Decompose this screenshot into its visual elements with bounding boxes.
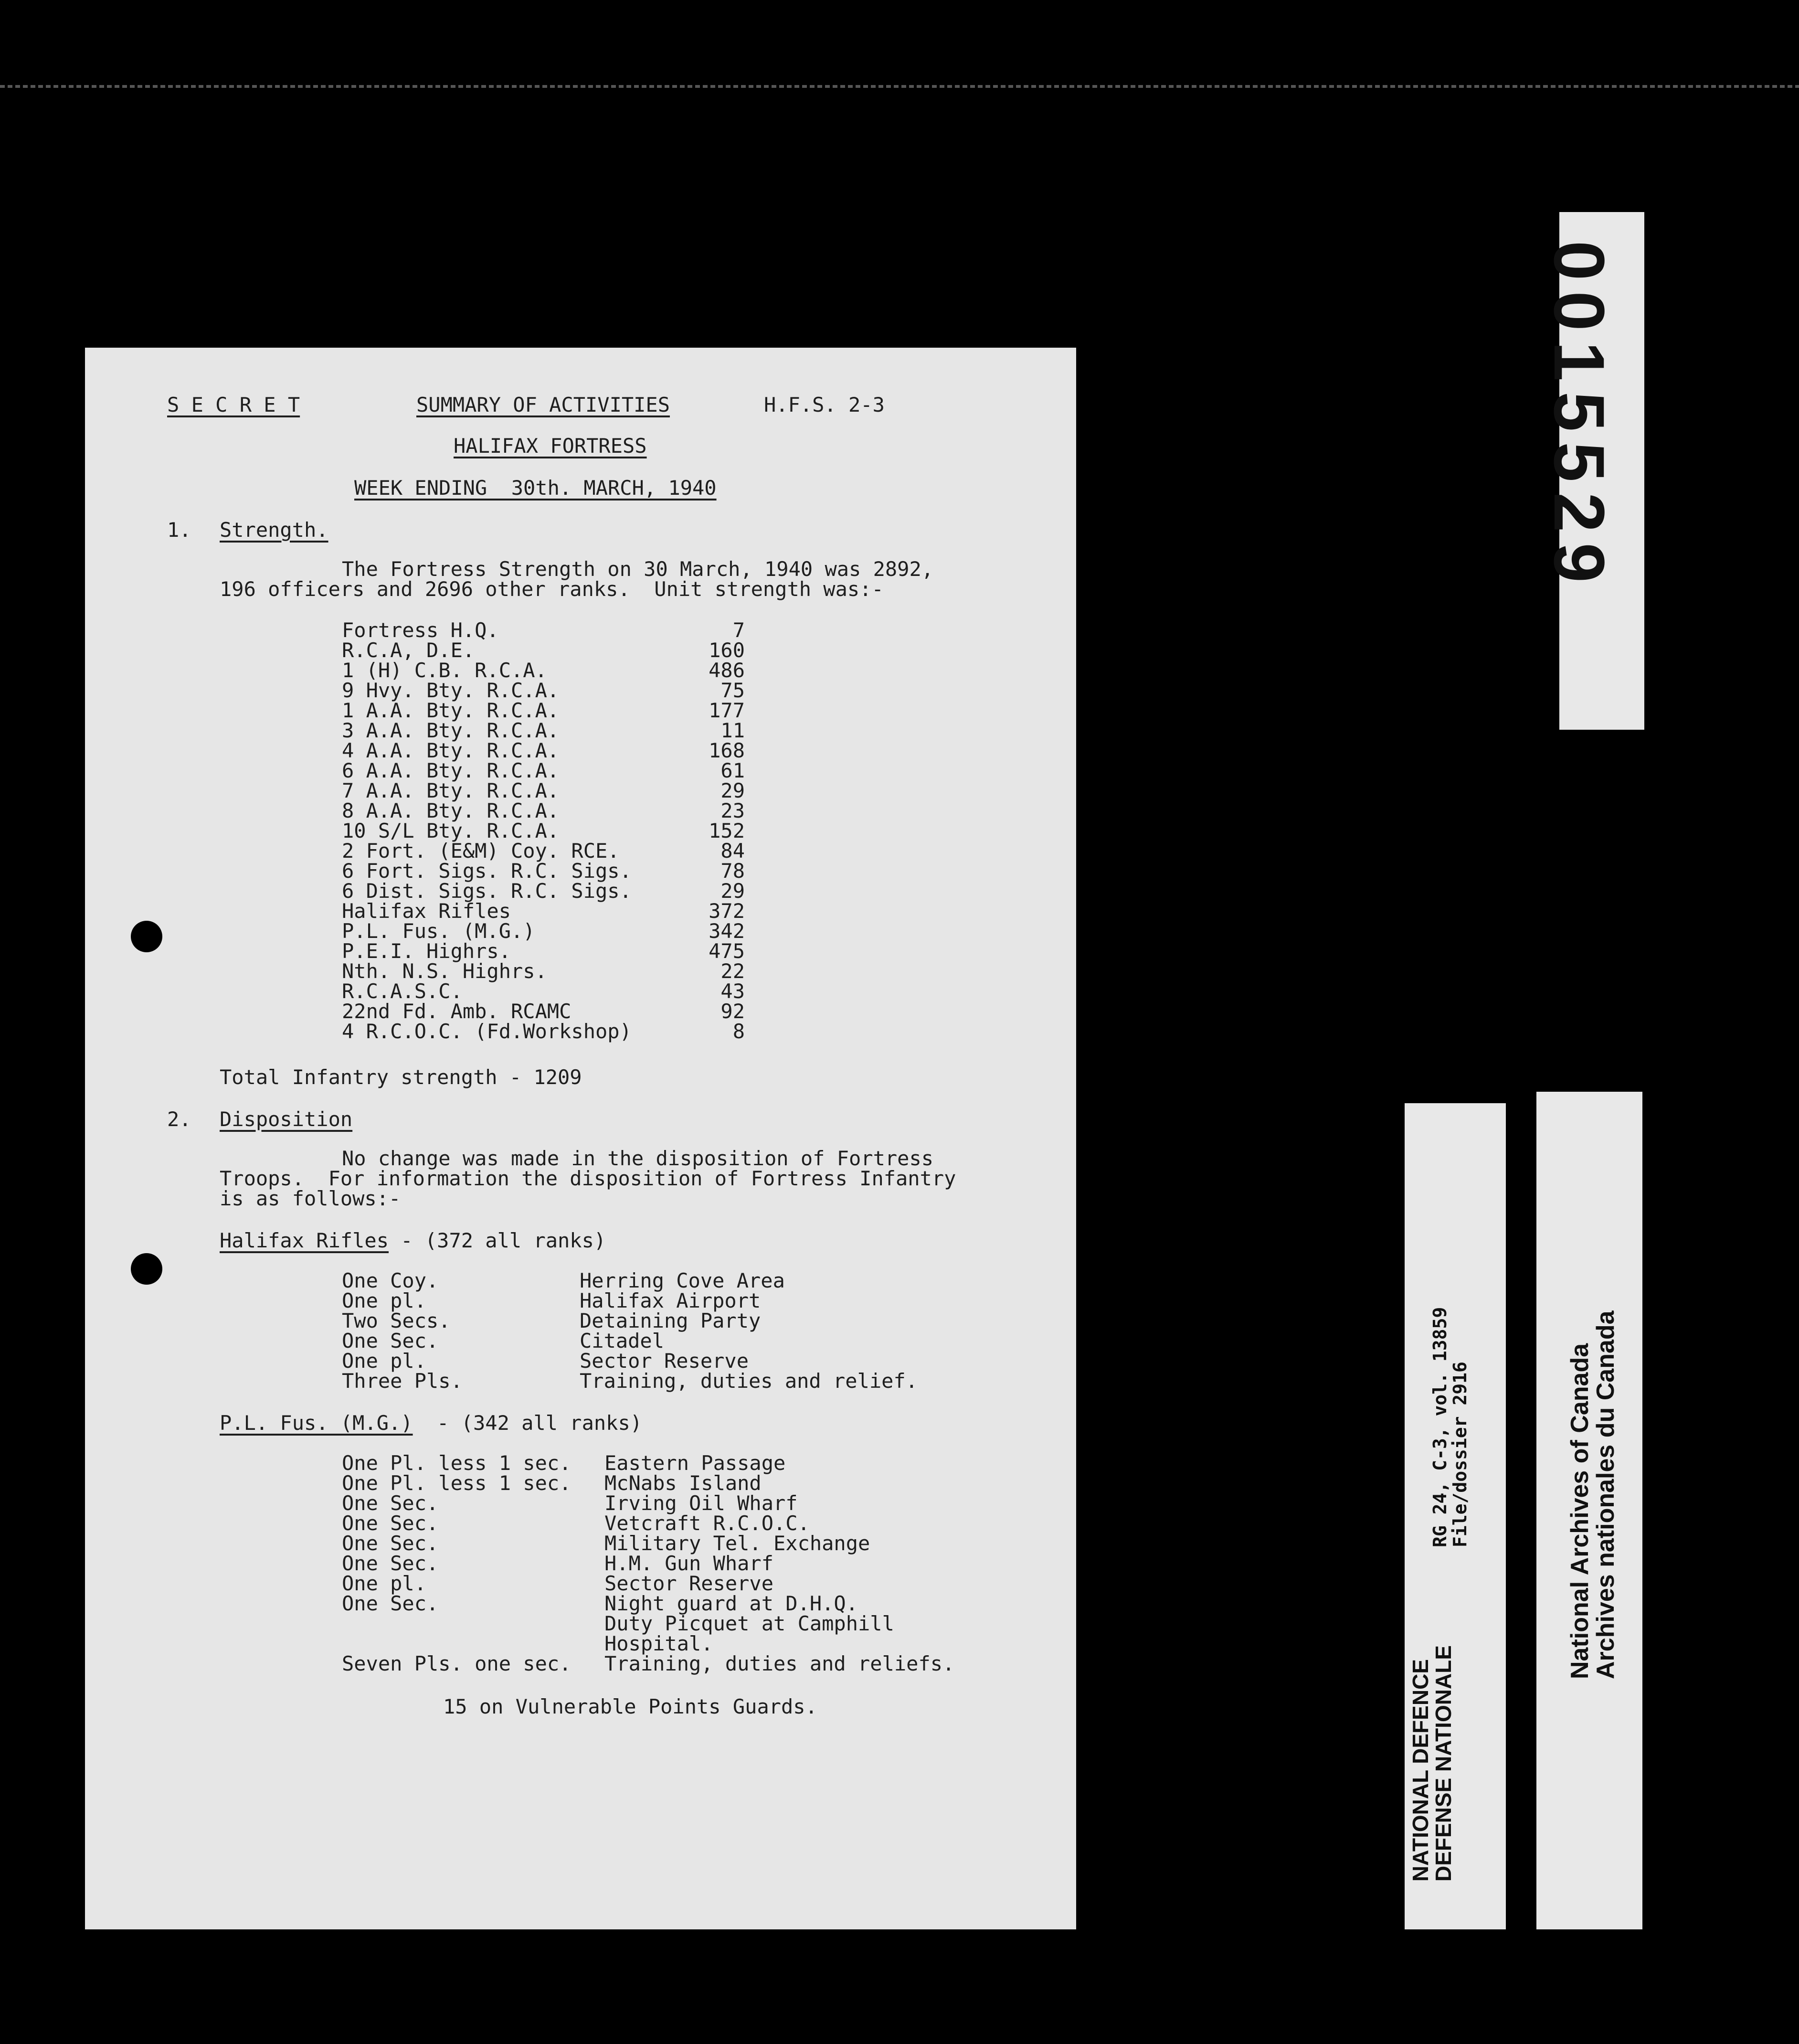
unit-count: 29 [720,779,745,802]
frame-number-label [1539,212,1644,730]
unit-name: Nth. N.S. Highrs. [342,959,547,983]
unit-name: R.C.A.S.C. [342,979,463,1003]
unit-count: 486 [709,659,745,682]
disposition-place: Halifax Airport [580,1289,761,1312]
national-defence-label [1405,1103,1506,1929]
unit-name: 4 R.C.O.C. (Fd.Workshop) [342,1020,632,1043]
unit-name: 8 A.A. Bty. R.C.A. [342,799,560,822]
section-heading: Disposition [220,1107,353,1131]
unit-count: 342 [709,919,745,943]
disposition-unit: One Sec. [342,1329,439,1352]
disposition-unit: One Sec. [342,1532,439,1555]
disposition-unit: One Sec. [342,1552,439,1575]
unit-count: 372 [709,899,745,923]
unit-count: 23 [720,799,745,822]
disposition-unit: One pl. [342,1289,427,1312]
disposition-place: Irving Oil Wharf [604,1491,798,1515]
subsection-suffix: - (342 all ranks) [413,1411,643,1435]
unit-count: 61 [720,759,745,782]
unit-name: 3 A.A. Bty. R.C.A. [342,719,560,742]
paragraph-line: Troops. For information the disposition of Fortress Infantry [220,1167,956,1190]
unit-count: 22 [720,959,745,983]
unit-count: 75 [720,679,745,702]
file-dossier: File/dossier 2916 [1450,1362,1471,1547]
disposition-unit: One Coy. [342,1269,439,1292]
disposition-place: Citadel [580,1329,665,1352]
archives-en: National Archives of Canada [1566,1343,1594,1679]
document-subtitle: HALIFAX FORTRESS [454,434,647,458]
defence-fr: DEFENSE NATIONALE [1431,1645,1456,1882]
unit-name: 6 Fort. Sigs. R.C. Sigs. [342,859,632,883]
disposition-unit: One Sec. [342,1592,439,1615]
classification: S E C R E T [167,393,300,416]
disposition-place: Training, duties and reliefs. [604,1652,955,1675]
unit-name: 7 A.A. Bty. R.C.A. [342,779,560,802]
disposition-unit: Two Secs. [342,1309,451,1332]
unit-name: 1 (H) C.B. R.C.A. [342,659,547,682]
disposition-unit: One Pl. less 1 sec. [342,1471,571,1495]
unit-count: 92 [720,1000,745,1023]
unit-count: 43 [720,979,745,1003]
paragraph-line: is as follows:- [220,1187,401,1210]
disposition-place: McNabs Island [604,1471,762,1495]
record-group: RG 24, C-3, vol. 13859 [1429,1307,1450,1547]
disposition-place: Sector Reserve [580,1349,749,1373]
total-infantry: Total Infantry strength - 1209 [220,1065,582,1089]
disposition-place: Night guard at D.H.Q. [604,1592,858,1615]
disposition-unit: One pl. [342,1572,427,1595]
section-heading: Strength. [220,518,328,542]
disposition-place: H.M. Gun Wharf [604,1552,774,1575]
unit-name: 6 A.A. Bty. R.C.A. [342,759,560,782]
subsection-heading [220,1230,606,1251]
unit-count: 160 [709,639,745,662]
guards-note: 15 on Vulnerable Points Guards. [443,1695,817,1718]
archives-fr: Archives nationales du Canada [1592,1310,1619,1679]
unit-count: 168 [709,739,745,762]
disposition-place: Vetcraft R.C.O.C. [604,1512,810,1535]
disposition-unit: One pl. [342,1349,427,1373]
disposition-place: Duty Picquet at Camphill [604,1612,894,1635]
unit-count: 84 [720,839,745,862]
subsection-name: Halifax Rifles [220,1229,389,1252]
unit-name: 4 A.A. Bty. R.C.A. [342,739,560,762]
unit-name: Fortress H.Q. [342,618,499,642]
defence-en: NATIONAL DEFENCE [1408,1659,1433,1882]
unit-count: 11 [720,719,745,742]
week-ending: WEEK ENDING 30th. MARCH, 1940 [354,476,717,500]
disposition-unit: One Sec. [342,1512,439,1535]
section-number: 2. [167,1107,191,1131]
unit-count: 475 [709,939,745,963]
subsection-suffix: - (372 all ranks) [389,1229,606,1252]
unit-count: 7 [732,618,745,642]
unit-name: 22nd Fd. Amb. RCAMC [342,1000,571,1023]
unit-name: 6 Dist. Sigs. R.C. Sigs. [342,879,632,903]
disposition-unit: Three Pls. [342,1369,463,1393]
document-title: SUMMARY OF ACTIVITIES [416,393,670,416]
unit-count: 78 [720,859,745,883]
unit-name: P.E.I. Highrs. [342,939,511,963]
disposition-place: Detaining Party [580,1309,761,1332]
reference-number: H.F.S. 2-3 [764,393,885,416]
unit-count: 177 [709,699,745,722]
unit-count: 152 [709,819,745,842]
unit-count: 29 [720,879,745,903]
disposition-place: Military Tel. Exchange [604,1532,870,1555]
paragraph-line: The Fortress Strength on 30 March, 1940 was 2892, [342,557,934,581]
section-number: 1. [167,518,191,542]
frame-number: 0015529 [1539,241,1619,593]
paragraph-line: 196 officers and 2696 other ranks. Unit strength was:- [220,577,884,601]
disposition-place: Hospital. [604,1632,713,1655]
unit-name: R.C.A, D.E. [342,639,475,662]
unit-count: 8 [732,1020,745,1043]
unit-name: Halifax Rifles [342,899,511,923]
unit-name: 2 Fort. (E&M) Coy. RCE. [342,839,620,862]
paragraph-line: No change was made in the disposition of Fortress [342,1147,934,1170]
disposition-place: Herring Cove Area [580,1269,785,1292]
unit-name: 10 S/L Bty. R.C.A. [342,819,560,842]
unit-name: 1 A.A. Bty. R.C.A. [342,699,560,722]
disposition-unit: One Sec. [342,1491,439,1515]
unit-name: 9 Hvy. Bty. R.C.A. [342,679,560,702]
disposition-unit: Seven Pls. one sec. [342,1652,571,1675]
disposition-unit: One Pl. less 1 sec. [342,1451,571,1475]
disposition-place: Training, duties and relief. [580,1369,918,1393]
disposition-place: Eastern Passage [604,1451,786,1475]
disposition-place: Sector Reserve [604,1572,774,1595]
subsection-name: P.L. Fus. (M.G.) [220,1411,413,1435]
national-archives-label [1536,1092,1642,1929]
unit-name: P.L. Fus. (M.G.) [342,919,535,943]
subsection-heading [220,1413,642,1434]
